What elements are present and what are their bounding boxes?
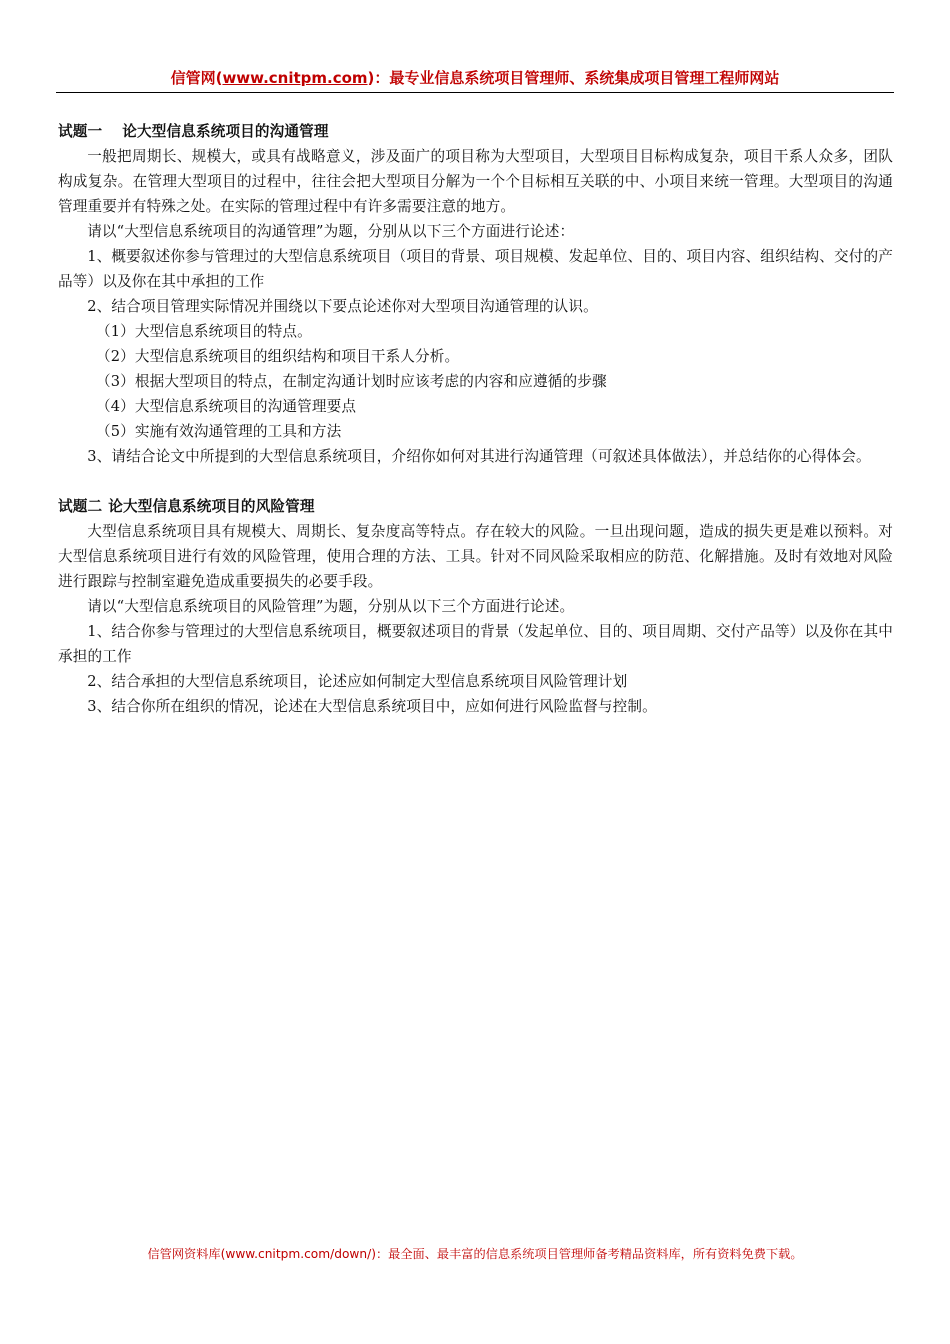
question-one-subpoint-1: （1）大型信息系统项目的特点。: [96, 323, 312, 340]
page-footer: 信管网资料库(www.cnitpm.com/down/)：最全面、最丰富的信息系统项目管理师备考精品资料库，所有资料免费下载。: [147, 1247, 803, 1261]
question-two-prompt: 请以“大型信息系统项目的风险管理”为题，分别从以下三个方面进行论述。: [87, 598, 575, 615]
header-suffix: )：最专业信息系统项目管理师、系统集成项目管理工程师网站: [367, 69, 780, 87]
question-one-prompt: 请以“大型信息系统项目的沟通管理”为题，分别从以下三个方面进行论述：: [87, 223, 575, 240]
document-body: [58, 119, 893, 719]
question-two-label: 试题二: [58, 498, 103, 515]
question-two-intro: 大型信息系统项目具有规模大、周期长、复杂度高等特点。存在较大的风险。一旦出现问题，造成的损失更是难以预料。对大型信息系统项目进行有效的风险管理，使用合理的方法、工具。针对不同风险采取相应的防范、化解措施。及时有效地对风险进行跟踪与控制室避免造成重要损失的必要手段。: [58, 523, 893, 590]
question-two-point-1: 1、结合你参与管理过的大型信息系统项目，概要叙述项目的背景（发起单位、目的、项目周期、交付产品等）以及你在其中承担的工作: [58, 623, 893, 665]
question-one-point-3: 3、请结合论文中所提到的大型信息系统项目，介绍你如何对其进行沟通管理（可叙述具体做法），并总结你的心得体会。: [87, 448, 871, 465]
page-header: [56, 66, 894, 90]
question-two: [58, 494, 893, 719]
question-one-topic: 论大型信息系统项目的沟通管理: [122, 123, 329, 140]
question-two-point-2: 2、结合承担的大型信息系统项目，论述应如何制定大型信息系统项目风险管理计划: [87, 673, 628, 690]
question-one-subpoint-3: （3）根据大型项目的特点，在制定沟通计划时应该考虑的内容和应遵循的步骤: [96, 373, 607, 390]
question-one-subpoint-5: （5）实施有效沟通管理的工具和方法: [96, 423, 342, 440]
question-two-topic: 论大型信息系统项目的风险管理: [108, 498, 315, 515]
header-divider: [56, 92, 894, 93]
question-one-title: [58, 119, 893, 144]
question-one-intro: 一般把周期长、规模大，或具有战略意义，涉及面广的项目称为大型项目，大型项目目标构成复杂，项目干系人众多，团队构成复杂。在管理大型项目的过程中，往往会把大型项目分解为一个个目标相互关联的中、小项目来统一管理。大型项目的沟通管理重要并有特殊之处。在实际的管理过程中有许多需要注意的地方。: [58, 148, 893, 215]
question-one: [58, 119, 893, 469]
header-prefix: 信管网(: [170, 69, 223, 87]
question-two-title: [58, 494, 893, 519]
question-one-point-1: 1、概要叙述你参与管理过的大型信息系统项目（项目的背景、项目规模、发起单位、目的、项目内容、组织结构、交付的产品等）以及你在其中承担的工作: [58, 248, 893, 290]
question-one-subpoint-4: （4）大型信息系统项目的沟通管理要点: [96, 398, 357, 415]
question-one-subpoint-2: （2）大型信息系统项目的组织结构和项目干系人分析。: [96, 348, 460, 365]
question-one-label: 试题一: [58, 123, 103, 140]
question-one-point-2: 2、结合项目管理实际情况并围绕以下要点论述你对大型项目沟通管理的认识。: [87, 298, 598, 315]
header-site-link[interactable]: www.cnitpm.com: [222, 69, 368, 87]
question-two-point-3: 3、结合你所在组织的情况，论述在大型信息系统项目中，应如何进行风险监督与控制。: [87, 698, 657, 715]
